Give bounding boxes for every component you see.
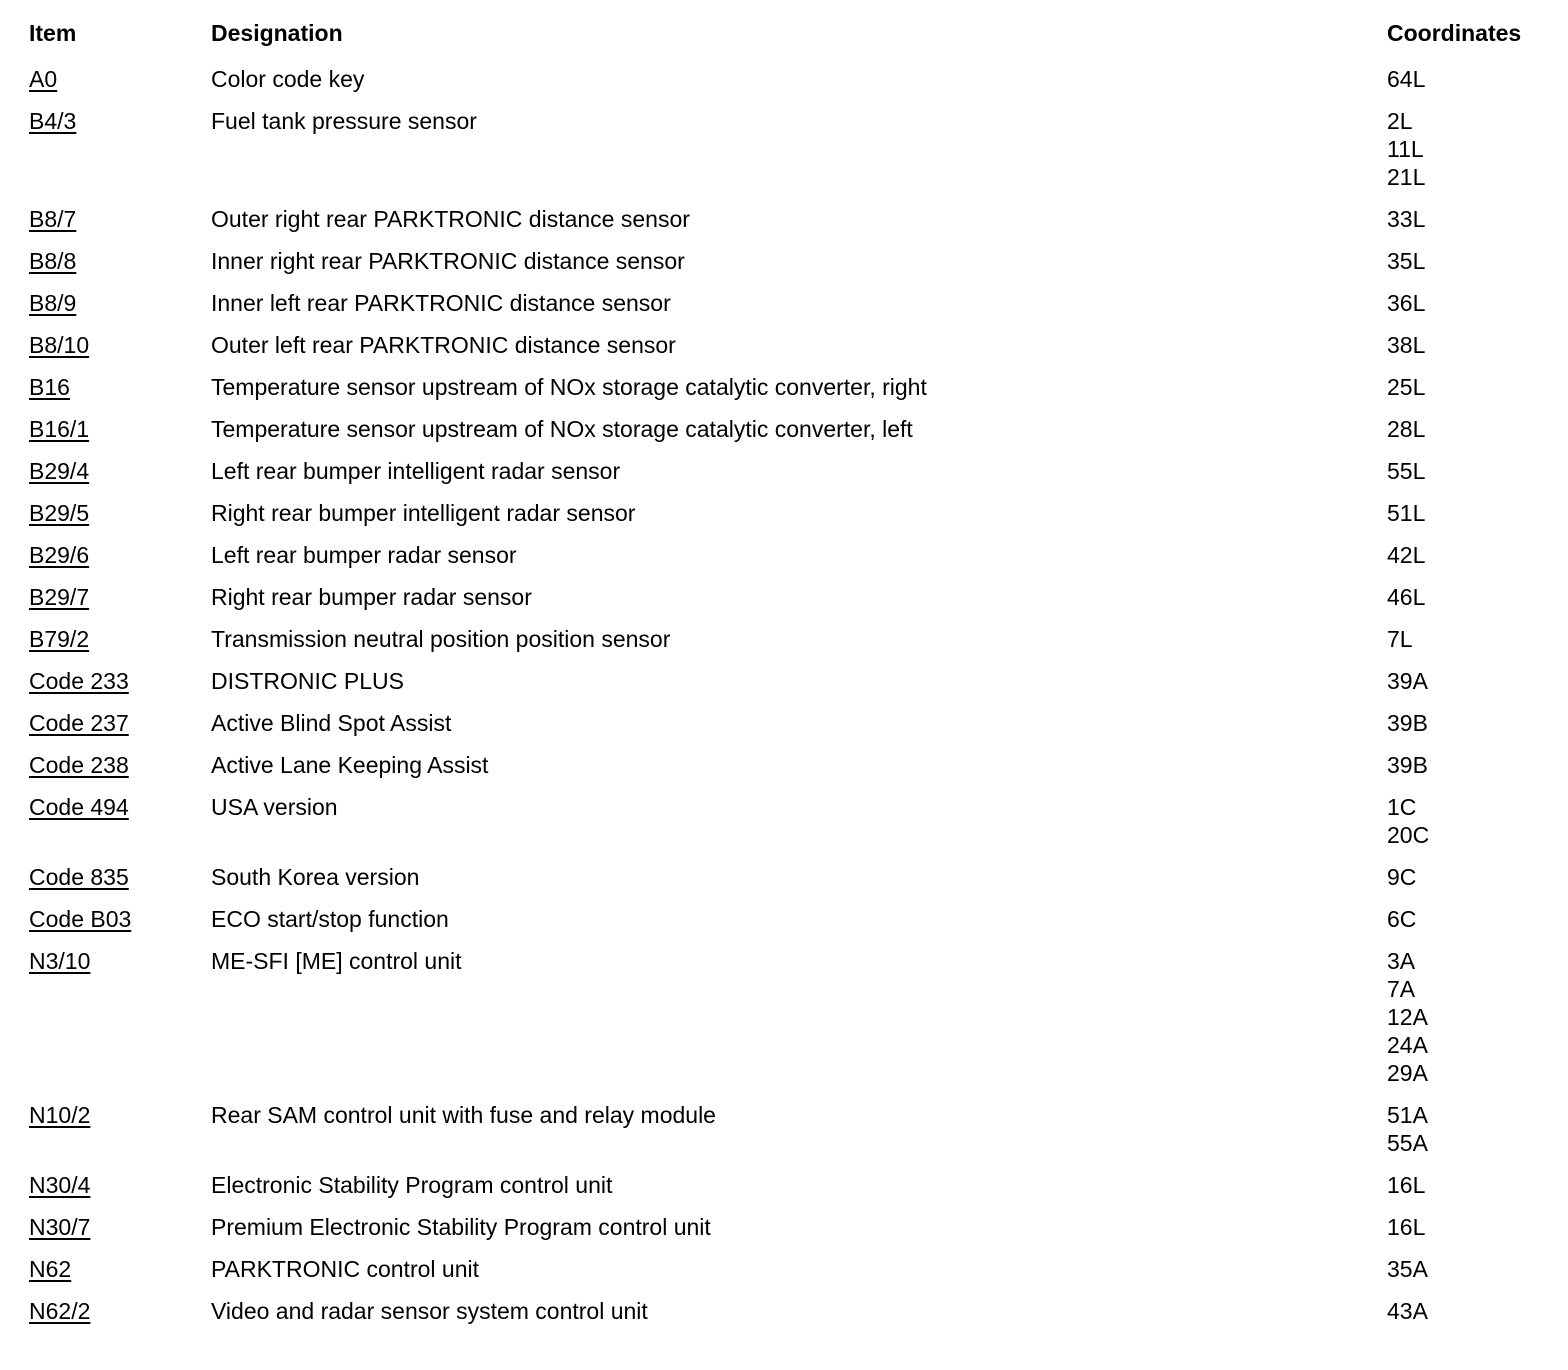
table-row <box>29 1206 1549 1248</box>
coordinate-value: 35A <box>1387 1256 1428 1282</box>
table-row <box>29 702 1549 744</box>
table-row <box>29 324 1549 366</box>
table-row <box>29 492 1549 534</box>
designation-cell: Outer right rear PARKTRONIC distance sensor <box>211 206 690 232</box>
designation-cell: DISTRONIC PLUS <box>211 668 404 694</box>
coordinate-value: 43A <box>1387 1298 1428 1324</box>
designation-cell: Rear SAM control unit with fuse and relay module <box>211 1102 716 1128</box>
table-row <box>29 576 1549 618</box>
item-link[interactable]: N30/7 <box>29 1214 91 1240</box>
item-link[interactable]: Code 237 <box>29 710 129 736</box>
table-body <box>29 58 1549 1332</box>
designation-cell: Outer left rear PARKTRONIC distance sensor <box>211 332 676 358</box>
designation-cell: Video and radar sensor system control unit <box>211 1298 648 1324</box>
coordinate-value: 20C <box>1387 822 1430 848</box>
coordinate-value: 3A <box>1387 948 1416 974</box>
table-row <box>29 1248 1549 1290</box>
designation-cell: South Korea version <box>211 864 420 890</box>
designation-cell: Right rear bumper intelligent radar sensor <box>211 500 636 526</box>
table-row <box>29 1164 1549 1206</box>
coordinate-value: 55A <box>1387 1130 1428 1156</box>
header-coordinates: Coordinates <box>1387 20 1522 46</box>
coordinates-cell <box>1387 667 1549 695</box>
designation-cell: Premium Electronic Stability Program control unit <box>211 1214 711 1240</box>
item-link[interactable]: B8/9 <box>29 290 77 316</box>
coordinates-cell <box>1387 65 1549 93</box>
coordinates-cell <box>1387 457 1549 485</box>
coordinate-value: 39B <box>1387 752 1428 778</box>
item-link[interactable]: N30/4 <box>29 1172 91 1198</box>
designation-cell: USA version <box>211 794 338 820</box>
item-link[interactable]: N62/2 <box>29 1298 91 1324</box>
coordinates-cell <box>1387 1101 1549 1157</box>
table-row <box>29 1290 1549 1332</box>
coordinate-value: 25L <box>1387 374 1426 400</box>
table-row <box>29 366 1549 408</box>
item-link[interactable]: N10/2 <box>29 1102 91 1128</box>
coordinate-value: 36L <box>1387 290 1426 316</box>
coordinates-cell <box>1387 709 1549 737</box>
item-link[interactable]: B8/10 <box>29 332 90 358</box>
designation-cell: Temperature sensor upstream of NOx storage catalytic converter, right <box>211 374 927 400</box>
designation-cell: Inner right rear PARKTRONIC distance sensor <box>211 248 685 274</box>
coordinates-cell <box>1387 793 1549 849</box>
designation-cell: Transmission neutral position position sensor <box>211 626 671 652</box>
table-row <box>29 786 1549 856</box>
designation-cell: Left rear bumper radar sensor <box>211 542 517 568</box>
table-row <box>29 744 1549 786</box>
coordinate-value: 7L <box>1387 626 1413 652</box>
item-link[interactable]: B29/6 <box>29 542 90 568</box>
coordinates-cell <box>1387 1213 1549 1241</box>
item-link[interactable]: B79/2 <box>29 626 90 652</box>
coordinate-value: 64L <box>1387 66 1426 92</box>
coordinates-cell <box>1387 331 1549 359</box>
designation-cell: PARKTRONIC control unit <box>211 1256 479 1282</box>
designation-cell: Color code key <box>211 66 365 92</box>
designation-cell: Temperature sensor upstream of NOx storage catalytic converter, left <box>211 416 913 442</box>
item-link[interactable]: Code 494 <box>29 794 129 820</box>
table-row <box>29 1094 1549 1164</box>
coordinates-cell <box>1387 541 1549 569</box>
table-row <box>29 408 1549 450</box>
item-link[interactable]: B16/1 <box>29 416 90 442</box>
designation-cell: Electronic Stability Program control unit <box>211 1172 613 1198</box>
coordinate-value: 55L <box>1387 458 1426 484</box>
item-link[interactable]: Code B03 <box>29 906 132 932</box>
coordinate-value: 11L <box>1387 136 1424 162</box>
item-link[interactable]: Code 835 <box>29 864 129 890</box>
item-link[interactable]: B29/7 <box>29 584 90 610</box>
coordinate-value: 16L <box>1387 1214 1426 1240</box>
item-link[interactable]: B29/4 <box>29 458 90 484</box>
coordinate-value: 39A <box>1387 668 1428 694</box>
designation-cell: Fuel tank pressure sensor <box>211 108 477 134</box>
coordinates-cell <box>1387 415 1549 443</box>
coordinate-value: 2L <box>1387 108 1413 134</box>
coordinates-cell <box>1387 947 1549 1087</box>
coordinates-cell <box>1387 289 1549 317</box>
table-row <box>29 660 1549 702</box>
coordinate-value: 46L <box>1387 584 1426 610</box>
coordinate-value: 21L <box>1387 164 1426 190</box>
item-link[interactable]: Code 238 <box>29 752 129 778</box>
coordinate-value: 51L <box>1387 500 1426 526</box>
coordinates-cell <box>1387 1171 1549 1199</box>
item-link[interactable]: B29/5 <box>29 500 90 526</box>
coordinates-cell <box>1387 373 1549 401</box>
coordinate-value: 28L <box>1387 416 1426 442</box>
coordinates-cell <box>1387 205 1549 233</box>
table-row <box>29 100 1549 198</box>
coordinates-cell <box>1387 863 1549 891</box>
coordinate-value: 16L <box>1387 1172 1426 1198</box>
designation-cell: ME-SFI [ME] control unit <box>211 948 462 974</box>
coordinates-cell <box>1387 1255 1549 1283</box>
coordinates-cell <box>1387 107 1549 191</box>
item-link[interactable]: N62 <box>29 1256 72 1282</box>
header-item: Item <box>29 20 77 46</box>
component-table <box>29 20 1549 1332</box>
table-header <box>29 20 1549 58</box>
coordinates-cell <box>1387 905 1549 933</box>
coordinate-value: 12A <box>1387 1004 1428 1030</box>
table-row <box>29 618 1549 660</box>
table-row <box>29 58 1549 100</box>
coordinate-value: 38L <box>1387 332 1426 358</box>
designation-cell: Active Blind Spot Assist <box>211 710 452 736</box>
coordinates-cell <box>1387 499 1549 527</box>
item-link[interactable]: B8/7 <box>29 206 77 232</box>
coordinates-cell <box>1387 583 1549 611</box>
designation-cell: Inner left rear PARKTRONIC distance sensor <box>211 290 671 316</box>
header-designation: Designation <box>211 20 343 46</box>
table-row <box>29 240 1549 282</box>
coordinates-cell <box>1387 625 1549 653</box>
table-row <box>29 450 1549 492</box>
table-row <box>29 940 1549 1094</box>
coordinate-value: 9C <box>1387 864 1417 890</box>
designation-cell: ECO start/stop function <box>211 906 449 932</box>
item-link[interactable]: B4/3 <box>29 108 77 134</box>
item-link[interactable]: A0 <box>29 66 58 92</box>
coordinate-value: 33L <box>1387 206 1426 232</box>
table-row <box>29 534 1549 576</box>
coordinate-value: 35L <box>1387 248 1426 274</box>
table-row <box>29 282 1549 324</box>
designation-cell: Right rear bumper radar sensor <box>211 584 532 610</box>
table-row <box>29 856 1549 898</box>
coordinate-value: 51A <box>1387 1102 1428 1128</box>
designation-cell: Active Lane Keeping Assist <box>211 752 489 778</box>
coordinates-cell <box>1387 751 1549 779</box>
coordinates-cell <box>1387 247 1549 275</box>
coordinate-value: 24A <box>1387 1032 1428 1058</box>
coordinate-value: 39B <box>1387 710 1428 736</box>
table-row <box>29 198 1549 240</box>
coordinate-value: 6C <box>1387 906 1417 932</box>
designation-cell: Left rear bumper intelligent radar sensor <box>211 458 621 484</box>
item-link[interactable]: B8/8 <box>29 248 77 274</box>
coordinate-value: 7A <box>1387 976 1416 1002</box>
coordinate-value: 42L <box>1387 542 1426 568</box>
table-row <box>29 898 1549 940</box>
item-link[interactable]: Code 233 <box>29 668 129 694</box>
coordinate-value: 1C <box>1387 794 1417 820</box>
coordinates-cell <box>1387 1297 1549 1325</box>
item-link[interactable]: N3/10 <box>29 948 91 974</box>
item-link[interactable]: B16 <box>29 374 70 400</box>
coordinate-value: 29A <box>1387 1060 1428 1086</box>
